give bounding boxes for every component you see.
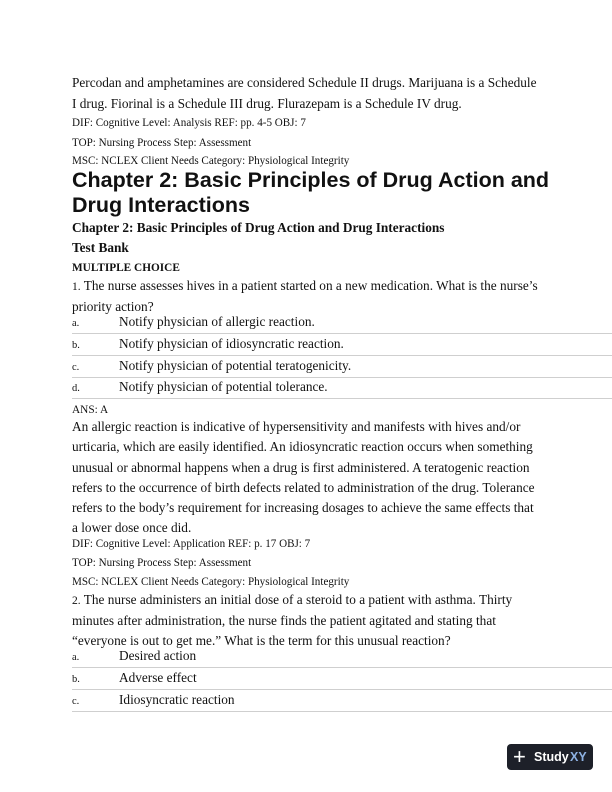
plus-icon: +: [513, 744, 526, 769]
option-b: [72, 334, 612, 356]
intro-dif: DIF: Cognitive Level: Analysis REF: pp. 4-5 OBJ: 7: [72, 117, 306, 129]
intro-paragraph: Percodan and amphetamines are considered Schedule II drugs. Marijuana is a Schedule I drug. Fiorinal is a Schedule III drug. Flurazepam is a Schedule IV drug.: [72, 75, 537, 111]
brand-word: Study: [534, 750, 569, 764]
option-a: [72, 312, 612, 334]
option-a: [72, 646, 612, 668]
option-text: Notify physician of potential tolerance.: [119, 379, 328, 394]
studyxy-badge[interactable]: [507, 744, 593, 770]
q1-dif: DIF: Cognitive Level: Application REF: p. 17 OBJ: 7: [72, 538, 311, 550]
intro-msc: MSC: NCLEX Client Needs Category: Physiological Integrity: [72, 155, 350, 167]
option-letter: d.: [72, 383, 80, 394]
question-number: 2.: [72, 595, 81, 607]
option-text: Idiosyncratic reaction: [119, 692, 235, 707]
q1-msc: MSC: NCLEX Client Needs Category: Physiological Integrity: [72, 576, 350, 588]
intro-topic: TOP: Nursing Process Step: Assessment: [72, 137, 252, 149]
q1-topic: TOP: Nursing Process Step: Assessment: [72, 557, 252, 569]
option-c: [72, 356, 612, 378]
question-1-stem: [72, 276, 542, 317]
brand-accent-word: XY: [570, 750, 587, 764]
option-text: Notify physician of idiosyncratic reaction.: [119, 336, 344, 351]
option-letter: c.: [72, 696, 80, 707]
option-letter: b.: [72, 674, 80, 685]
chapter-heading: Chapter 2: Basic Principles of Drug Action and Drug Interactions: [72, 168, 550, 217]
option-text: Notify physician of allergic reaction.: [119, 314, 315, 329]
question-2-stem: [72, 590, 542, 651]
option-letter: c.: [72, 362, 80, 373]
question-number: 1.: [72, 281, 81, 293]
option-c: [72, 690, 612, 712]
option-letter: b.: [72, 340, 80, 351]
option-text: Adverse effect: [119, 670, 197, 685]
option-text: Notify physician of potential teratogenicity.: [119, 358, 352, 373]
option-text: Desired action: [119, 648, 197, 663]
chapter-subheading: Chapter 2: Basic Principles of Drug Action and Drug Interactions: [72, 220, 445, 235]
option-d: [72, 377, 612, 399]
section-label: MULTIPLE CHOICE: [72, 262, 180, 274]
answer-rationale: An allergic reaction is indicative of hypersensitivity and manifests with hives and/or urticaria, which are easily identified. An idiosyncratic reaction occurs when something unusual or abnormal happens when a drug is first administered. A teratogenic reaction refers to the occurrence of birth defects related to administration of the drug. Tolerance refers to the body’s requirement for increasing dosages to achieve the same effects that a lower dose once did.: [72, 419, 535, 536]
option-b: [72, 668, 612, 690]
question-text: The nurse assesses hives in a patient started on a new medication. What is the nurse’s priority action?: [72, 278, 538, 314]
question-text: The nurse administers an initial dose of a steroid to a patient with asthma. Thirty minutes after administration, the nurse finds the patient agitated and stating that “everyone is out to get me.” What is the term for this unusual reaction?: [72, 592, 513, 648]
answer-key: ANS: A: [72, 404, 109, 416]
test-bank-label: Test Bank: [72, 240, 129, 255]
option-letter: a.: [72, 652, 80, 663]
option-letter: a.: [72, 318, 80, 329]
